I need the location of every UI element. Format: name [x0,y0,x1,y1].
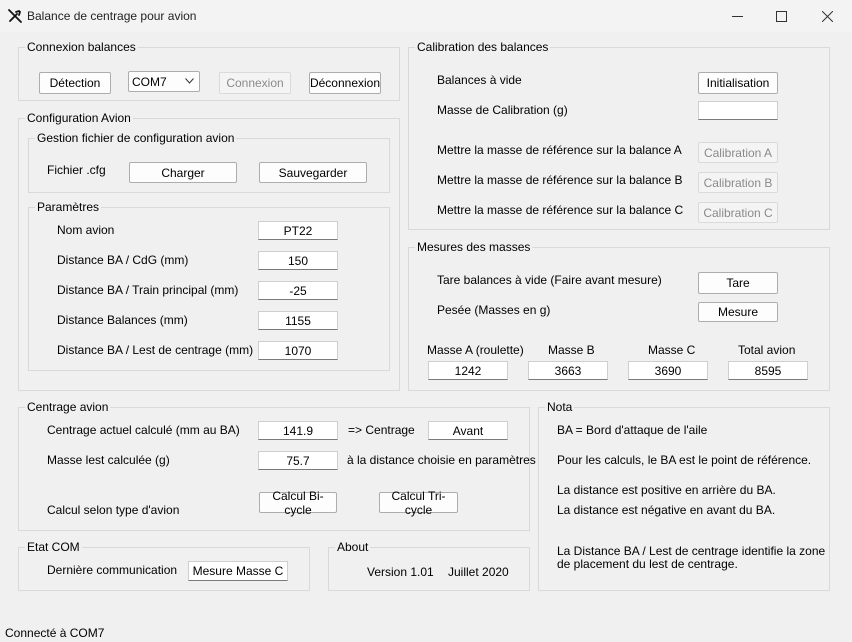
centrage-arrow-label: => Centrage [348,423,415,437]
airplane-icon [7,8,23,24]
detection-button[interactable]: Détection [39,72,111,94]
mass-b-field[interactable]: 3663 [528,361,608,380]
minimize-button[interactable] [714,0,760,32]
ref-a-label: Mettre la masse de référence sur la balance A [437,143,682,157]
last-comm-field[interactable]: Mesure Masse C [188,561,288,581]
ballast-label: Masse lest calculée (g) [47,453,170,467]
ballast-field[interactable]: 75.7 [258,451,338,470]
calibration-title: Calibration des balances [417,40,549,54]
ref-b-label: Mettre la masse de référence sur la balance B [437,173,683,187]
etat-com-title: Etat COM [27,540,80,554]
title-bar [0,0,852,32]
calibration-a-button[interactable]: Calibration A [698,142,778,163]
nota-line-6: de placement du lest de centrage. [557,557,738,571]
calibration-c-button[interactable]: Calibration C [698,202,778,223]
param-label-name: Nom avion [57,223,115,237]
measure-button[interactable]: Mesure [698,302,778,322]
tare-button[interactable]: Tare [698,272,778,294]
param-label-lest: Distance BA / Lest de centrage (mm) [57,343,254,357]
minimize-icon [732,11,743,22]
mass-a-field[interactable]: 1242 [428,361,508,380]
bicycle-button[interactable]: Calcul Bi-cycle [259,492,337,513]
nota-line-3: La distance est positive en arrière du BA. [557,483,776,497]
col-a-label: Masse A (roulette) [427,343,524,357]
about-version: Version 1.01 [367,565,434,579]
mass-c-field[interactable]: 3690 [628,361,708,380]
weigh-text: Pesée (Masses en g) [437,303,551,317]
about-title: About [337,540,369,554]
nota-line-5: La Distance BA / Lest de centrage identifie la zone [557,544,826,558]
close-button[interactable] [804,0,850,32]
param-input-lest[interactable]: 1070 [258,341,338,360]
file-label: Fichier .cfg [47,163,106,177]
nota-line-1: BA = Bord d'attaque de l'aile [557,423,708,437]
empty-scales-label: Balances à vide [437,73,522,87]
nota-title: Nota [547,400,573,414]
port-select[interactable] [128,71,200,92]
centrage-title: Centrage avion [27,400,109,414]
param-label-balances: Distance Balances (mm) [57,313,188,327]
maximize-icon [776,11,787,22]
load-button[interactable]: Charger [129,162,237,183]
tare-text: Tare balances à vide (Faire avant mesure) [437,273,662,287]
param-input-balances[interactable]: 1155 [258,311,338,330]
connexion-title: Connexion balances [27,40,136,54]
tricycle-button[interactable]: Calcul Tri-cycle [379,492,458,513]
init-button[interactable]: Initialisation [698,72,778,94]
maximize-button[interactable] [758,0,804,32]
param-input-name[interactable]: PT22 [258,221,338,240]
calibration-b-button[interactable]: Calibration B [698,172,778,193]
close-icon [822,11,833,22]
deconnexion-button[interactable]: Déconnexion [309,72,381,94]
calibration-mass-input[interactable] [698,101,778,120]
actual-centrage-label: Centrage actuel calculé (mm au BA) [47,423,240,437]
client-area [0,32,852,642]
nota-line-4: La distance est négative en avant du BA. [557,503,776,517]
config-title: Configuration Avion [27,111,131,125]
chevron-down-icon [185,78,194,84]
param-input-train[interactable]: -25 [258,281,338,300]
nota-line-2: Pour les calculs, le BA est le point de référence. [557,453,812,467]
calibration-mass-label: Masse de Calibration (g) [437,103,568,117]
mass-total-field[interactable]: 8595 [728,361,808,380]
param-label-train: Distance BA / Train principal (mm) [57,283,239,297]
calc-type-label: Calcul selon type d'avion [47,503,180,517]
save-button[interactable]: Sauvegarder [259,162,367,183]
file-group-title: Gestion fichier de configuration avion [37,131,235,145]
col-c-label: Masse C [648,343,696,357]
col-total-label: Total avion [738,343,796,357]
distance-note: à la distance choisie en paramètres [347,453,536,467]
mesures-title: Mesures des masses [417,240,531,254]
params-title: Paramètres [37,200,100,214]
ref-c-label: Mettre la masse de référence sur la balance C [437,203,684,217]
actual-centrage-field[interactable]: 141.9 [258,421,338,440]
connexion-button[interactable]: Connexion [219,72,291,94]
about-date: Juillet 2020 [448,565,509,579]
col-b-label: Masse B [548,343,595,357]
status-bar-text: Connecté à COM7 [5,626,105,640]
centrage-position-field[interactable]: Avant [428,421,508,440]
param-label-cdg: Distance BA / CdG (mm) [57,253,189,267]
window-title: Balance de centrage pour avion [27,9,197,23]
last-comm-label: Dernière communication [47,563,178,577]
port-value: COM7 [132,74,167,89]
param-input-cdg[interactable]: 150 [258,251,338,270]
